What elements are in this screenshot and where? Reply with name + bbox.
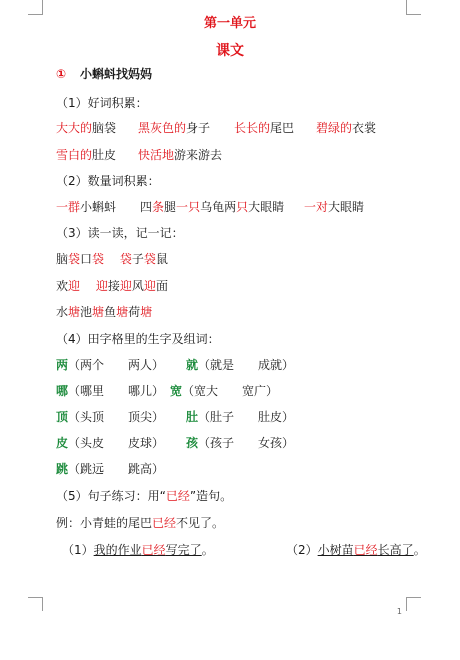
practice-sentences	[56, 542, 426, 558]
crop-mark	[406, 597, 407, 611]
practice-sentence-1: （1）我的作业已经写完了。	[62, 543, 214, 557]
character-row: 跳（跳远 跳高）	[56, 462, 165, 476]
character-row: 顶（头顶 顶尖） 肚（肚子 肚皮）	[56, 410, 295, 424]
section-1-heading: （1）好词积累：	[56, 96, 148, 110]
section-5-heading: （5）句子练习：用“已经”造句。	[56, 489, 233, 503]
example-sentence: 例：小青蛙的尾巴已经不见了。	[56, 516, 225, 530]
crop-mark	[42, 597, 43, 611]
section-4-heading: （4）田字格里的生字及组词：	[56, 332, 220, 346]
page-number: 1	[396, 607, 402, 616]
lesson-title	[56, 66, 152, 82]
section-title: 课文	[216, 43, 244, 59]
practice-sentence-2: （2）小树苗已经长高了。	[286, 543, 426, 557]
read-remember-row-3: 水塘池塘鱼塘荷塘	[56, 305, 153, 319]
section-2-heading: （2）数量词积累：	[56, 174, 160, 188]
quantity-words-row: 一群小蝌蚪 四条腿一只乌龟两只大眼睛 一对大眼睛	[56, 200, 365, 214]
crop-mark	[406, 597, 421, 598]
read-remember-row-2: 欢迎 迎接迎风迎面	[56, 279, 168, 293]
good-words-row-1: 大大的脑袋 黑灰色的身子 长长的尾巴 碧绿的衣裳	[56, 121, 377, 135]
read-remember-row-1: 脑袋口袋 袋子袋鼠	[56, 252, 168, 266]
character-row: 哪（哪里 哪儿） 宽（宽大 宽广）	[56, 384, 279, 398]
crop-mark	[28, 597, 43, 598]
lesson-number: ①	[56, 67, 67, 81]
character-row: 两（两个 两人） 就（就是 成就）	[56, 358, 295, 372]
lesson-name: 小蝌蚪找妈妈	[80, 67, 153, 81]
unit-title: 第一单元	[203, 16, 256, 31]
section-3-heading: （3）读一读，记一记：	[56, 226, 184, 240]
good-words-row-2: 雪白的肚皮 快活地游来游去	[56, 148, 223, 162]
character-row: 皮（头皮 皮球） 孩（孩子 女孩）	[56, 436, 295, 450]
